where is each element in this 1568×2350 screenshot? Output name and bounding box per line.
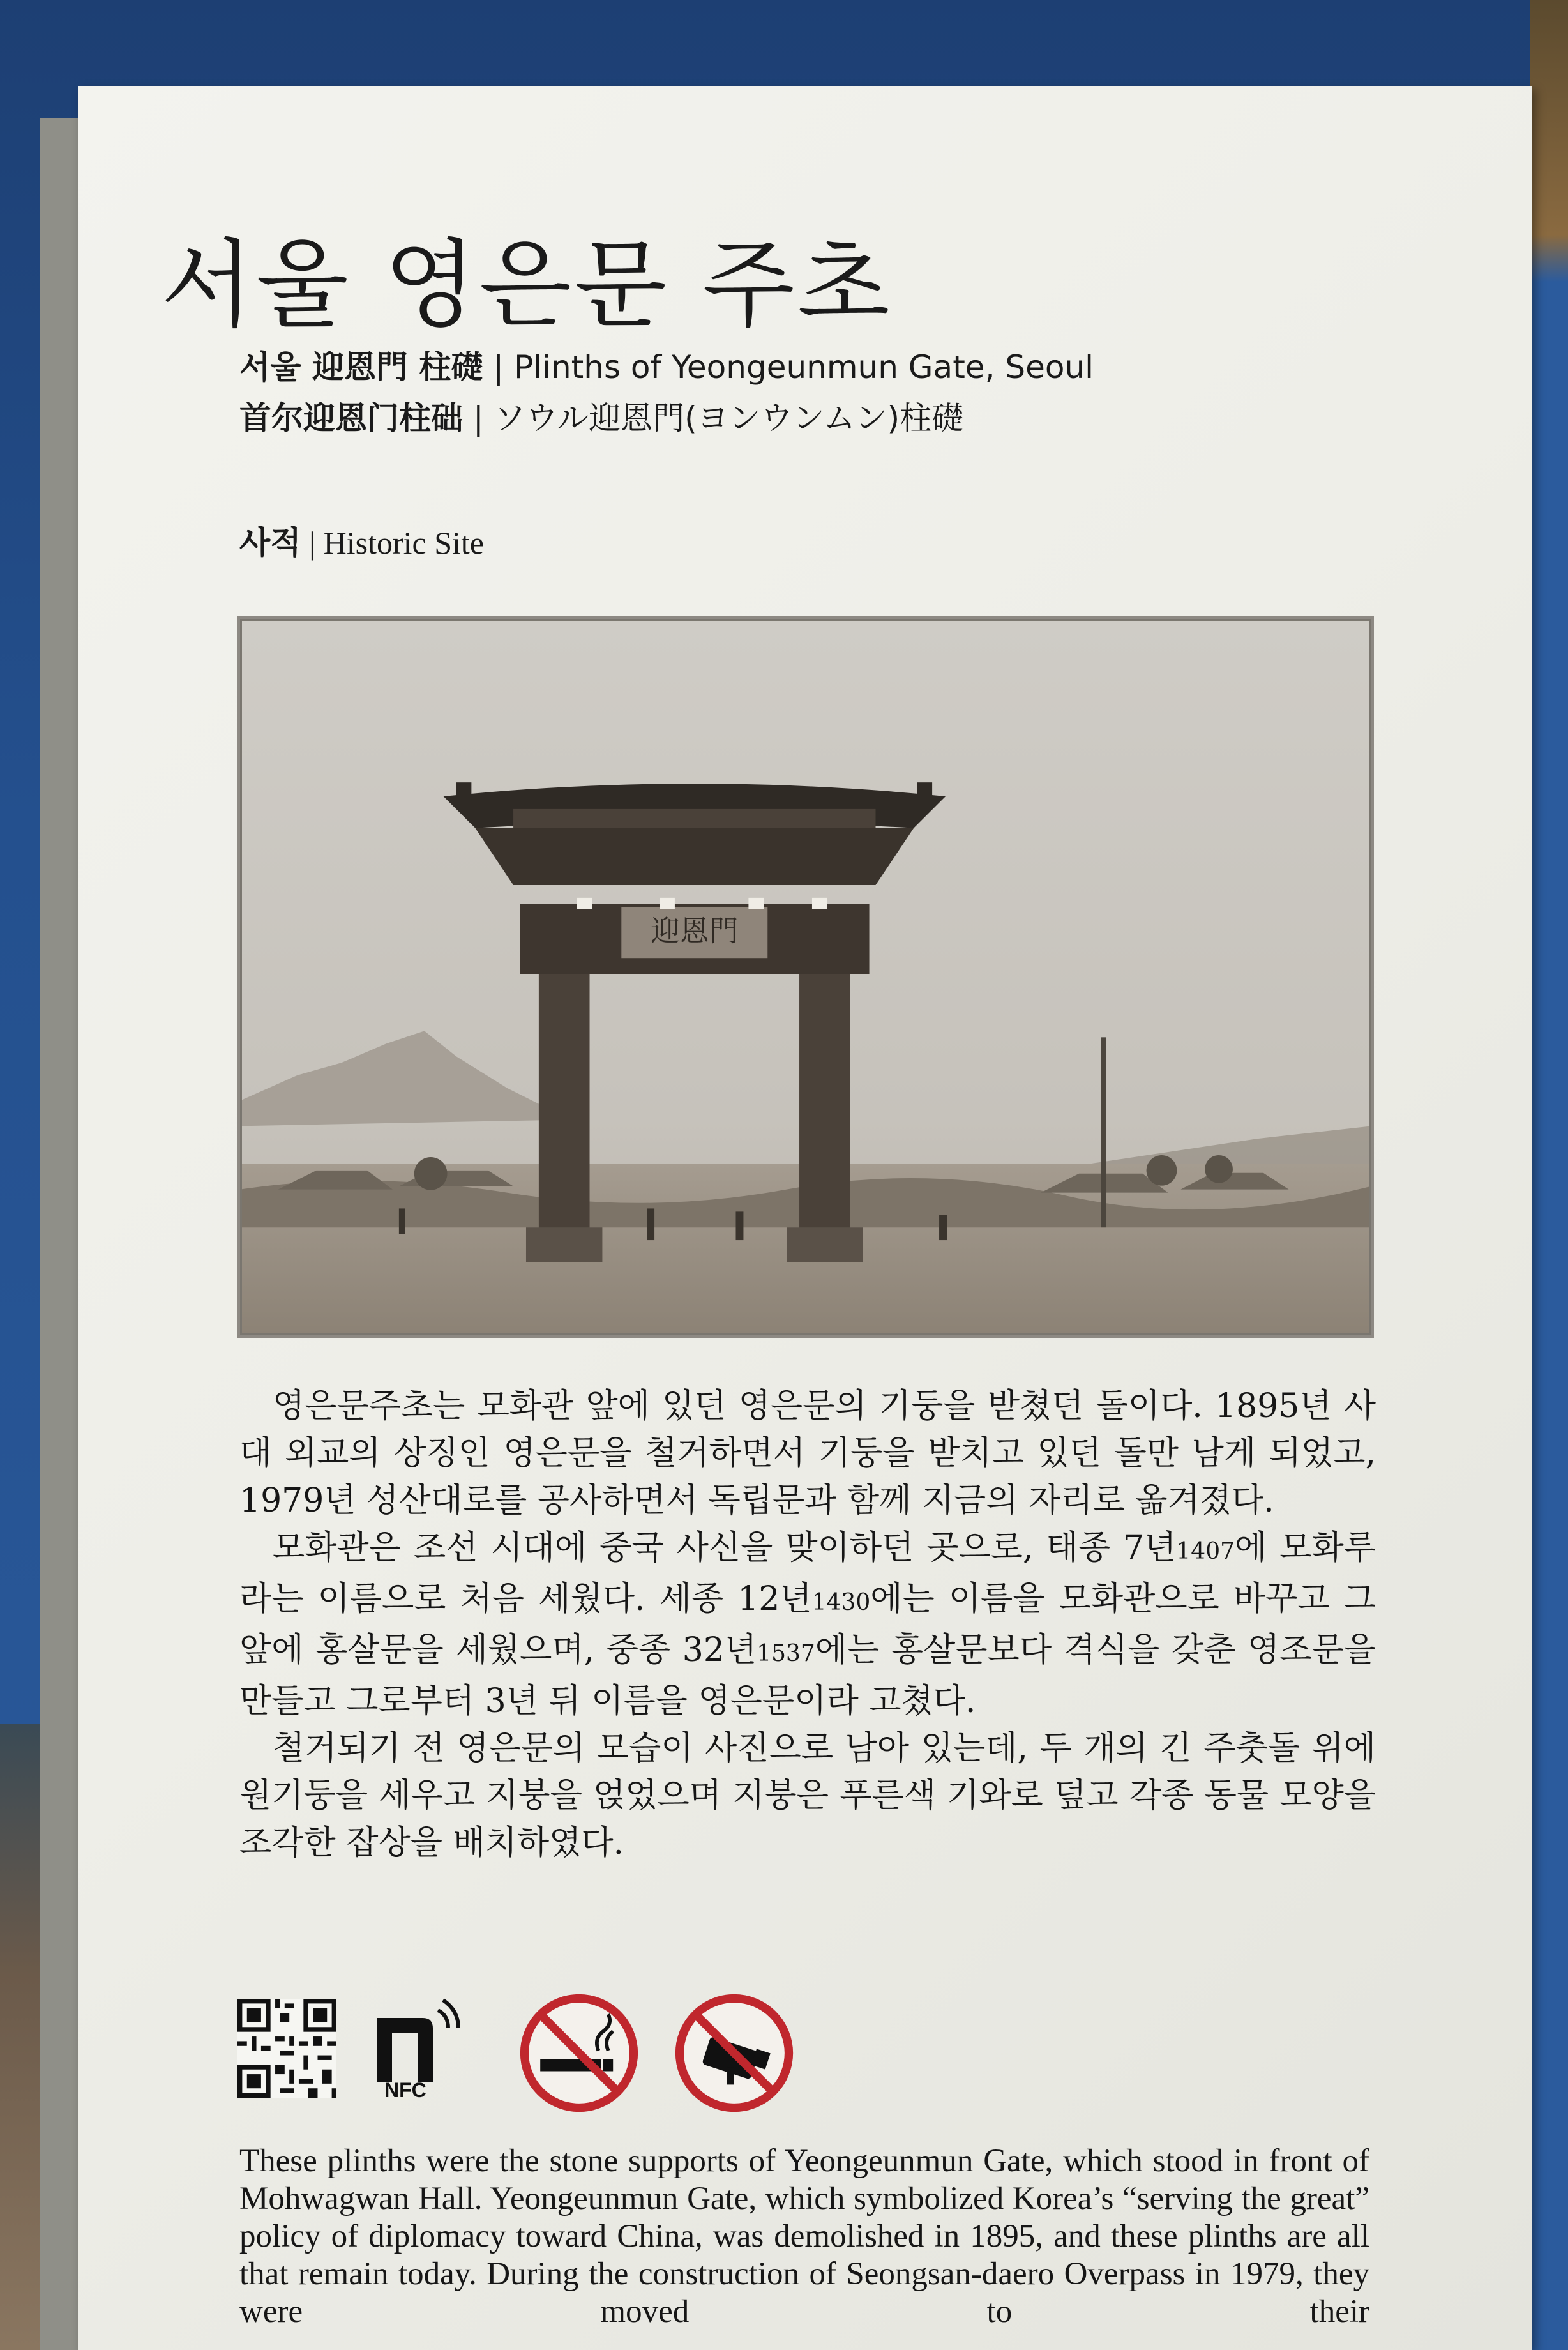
year-note: 1407 bbox=[1176, 1538, 1235, 1565]
historic-photo bbox=[237, 616, 1374, 1338]
english-paragraph: These plinths were the stone supports of Yeongeunmun Gate, which stood in front of Mohwagwan Hall. Yeongeunmun Gate, which symbolized Korea’s “serving the great” policy of diplomacy toward China, was demolished in 1895, and these plinths are all that remain today. During the construction of Seongsan-daero Overpass in 1979, they were moved to their bbox=[239, 2143, 1369, 2330]
gate-photo-illustration bbox=[240, 619, 1371, 1335]
korean-paragraph: 철거되기 전 영은문의 모습이 사진으로 남아 있는데, 두 개의 긴 주춧돌 위에 원기둥을 세우고 지붕을 얹었으며 지붕은 푸른색 기와로 덮고 각종 동물 모양을 조각한 잡상을 배치하였다. bbox=[239, 1729, 1376, 1862]
subtitle-chinese: 首尔迎恩门柱础 bbox=[239, 400, 463, 437]
sign-title: 서울 영은문 주초 bbox=[161, 230, 893, 341]
korean-text: 모화관은 조선 시대에 중국 사신을 맞이하던 곳으로, 태종 7년 bbox=[273, 1529, 1177, 1567]
subtitle-separator: | bbox=[463, 400, 494, 437]
korean-paragraph: 영은문주초는 모화관 앞에 있던 영은문의 기둥을 받쳤던 돌이다. 1895년 사대 외교의 상징인 영은문을 철거하면서 기둥을 받치고 있던 돌만 남게 되었고, 1979년 성산대로를 공사하면서 독립문과 함께 지금의 자리로 옮겨졌다. bbox=[239, 1387, 1376, 1520]
korean-text: 에는 홍살문보다 격식을 갖춘 영조문을 만들고 그로부터 3년 뒤 이름을 영은문이라 고쳤다. bbox=[239, 1631, 1376, 1720]
korean-text: 에는 이름을 모화관으로 바꾸고 그 앞에 홍살문을 세웠으며, 중종 32년 bbox=[239, 1580, 1376, 1669]
gate-plaque-text: 迎恩門 bbox=[651, 914, 739, 948]
year-note: 1430 bbox=[811, 1589, 871, 1616]
subtitle-korean-hanja: 서울 迎恩門 柱礎 bbox=[239, 349, 483, 386]
category-separator: | bbox=[301, 525, 324, 561]
korean-paragraph bbox=[239, 1524, 1376, 1725]
nfc-icon[interactable] bbox=[372, 1992, 474, 2101]
subtitle-japanese: ソウル迎恩門(ヨンウンムン)柱礎 bbox=[494, 400, 964, 437]
heritage-category bbox=[239, 517, 484, 563]
qr-code-icon[interactable] bbox=[237, 1999, 336, 2098]
info-icons-row bbox=[237, 1992, 812, 2101]
sign-subtitle-line1 bbox=[239, 342, 1094, 388]
no-camera-icon bbox=[674, 1992, 795, 2114]
subtitle-separator: | bbox=[483, 349, 515, 386]
korean-text: 에 모화루라는 이름으로 처음 세웠다. 세종 12년 bbox=[239, 1529, 1376, 1618]
sign-subtitle-line2 bbox=[239, 393, 963, 439]
category-english: Historic Site bbox=[323, 525, 484, 561]
background-sky bbox=[1530, 0, 1568, 2350]
korean-description bbox=[239, 1383, 1376, 1867]
english-description bbox=[239, 2142, 1369, 2350]
category-korean: 사적 bbox=[239, 524, 301, 561]
no-smoking-icon bbox=[518, 1992, 640, 2114]
english-text-clip bbox=[239, 2142, 1369, 2350]
year-note: 1537 bbox=[757, 1641, 815, 1667]
subtitle-english: Plinths of Yeongeunmun Gate, Seoul bbox=[514, 349, 1094, 386]
nfc-label: NFC bbox=[384, 2079, 426, 2101]
